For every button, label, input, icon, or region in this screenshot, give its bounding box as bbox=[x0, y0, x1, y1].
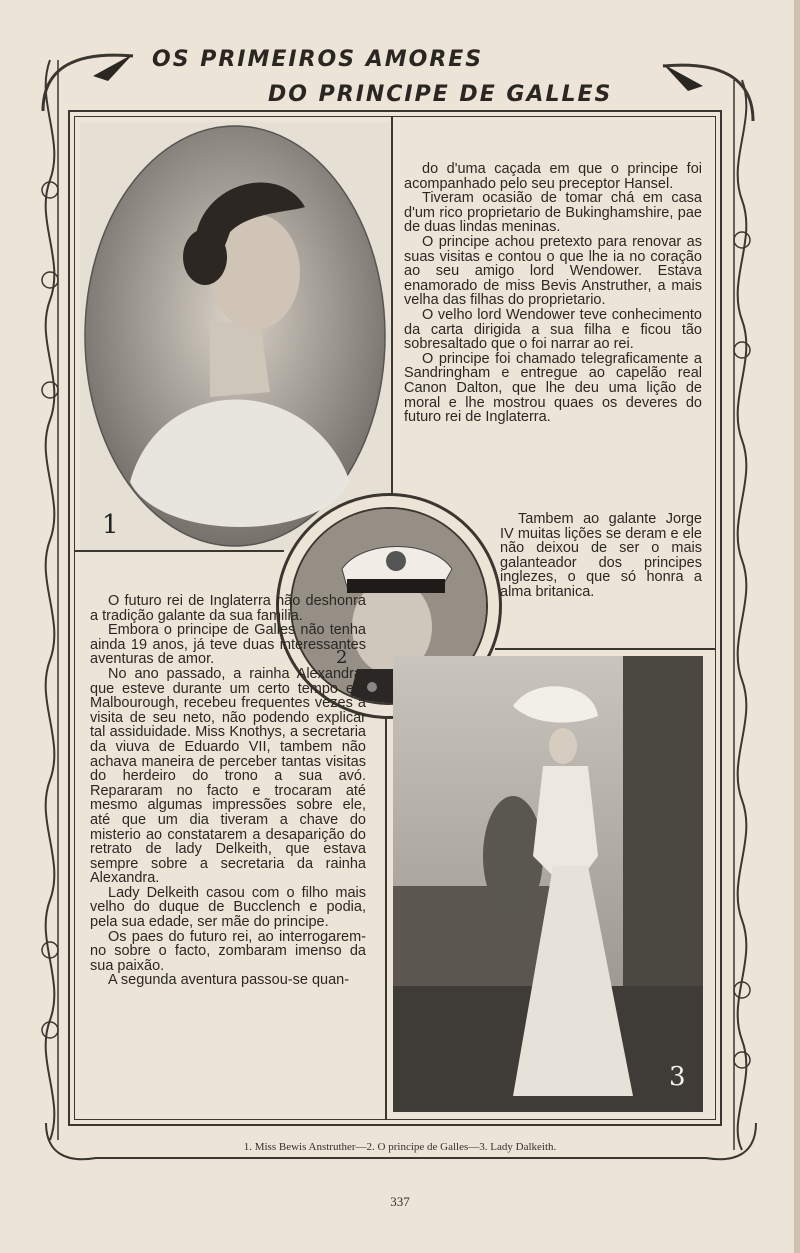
right-column-wrap-text bbox=[500, 512, 702, 600]
paragraph: Embora o principe de Galles não tenha ainda 19 anos, já teve duas interessantes aventuras de amor. bbox=[90, 622, 366, 668]
paragraph: O futuro rei de Inglaterra não deshonra a tradição galante da sua familia. bbox=[90, 593, 366, 624]
paragraph: O velho lord Wendower teve conhecimento da carta dirigida a sua filha e ficou tão sobresaltado que o foi narrar ao rei. bbox=[404, 306, 702, 353]
figure-number-3: 3 bbox=[669, 1062, 686, 1092]
right-column-text bbox=[404, 162, 702, 425]
photo-miss-bewis-anstruther bbox=[80, 122, 390, 550]
paragraph: O principe achou pretexto para renovar as suas visitas e contou o que lhe ia no coração ao seu amigo lord Wendower. Estava enamorado de miss Bevis Anstruther, a mais velha das filhas do proprietario. bbox=[404, 233, 702, 309]
row-divider-left bbox=[74, 550, 284, 552]
photo-lady-dalkeith bbox=[393, 656, 703, 1112]
figure-number-2: 2 bbox=[336, 647, 348, 668]
figure-caption: 1. Miss Bewis Anstruther—2. O principe de Galles—3. Lady Dalkeith. bbox=[243, 1141, 557, 1153]
paragraph: A segunda aventura passou-se quan- bbox=[108, 972, 350, 989]
page-title-line-2: DO PRINCIPE DE GALLES bbox=[268, 82, 613, 107]
figure-number-1: 1 bbox=[102, 510, 119, 540]
paragraph: No ano passado, a rainha Alexandra, que esteve durante um certo tempo em Malbourough, recebeu frequentes vezes a visita de seu neto, não podendo explicar tal assiduidade. Miss Knothys, a secretaria da viuva de Eduardo VII, tambem não achava maneira de perceber tantas visitas do herdeiro do trono a sua avó. Repararam no facto e trocaram até mesmo algumas impressões sobre ele, até que um dia tiveram a chave do misterio ao constatarem a desaparição do retrato de lady Delkeith, que estava sempre sobre a secretaria da rainha Alexandra. bbox=[90, 665, 366, 887]
paragraph: Tambem ao galante Jorge IV muitas lições se deram e ele não deixou de ser o mais galanteador dos principes inglezes, o que só honra a alma britanica. bbox=[500, 511, 702, 600]
corner-flourish-left-icon bbox=[38, 46, 138, 116]
portrait-lady-full-length-icon bbox=[393, 656, 703, 1112]
column-divider-bottom bbox=[385, 715, 387, 1120]
column-divider-top bbox=[391, 116, 393, 496]
paragraph: do d'uma caçada em que o principe foi acompanhado pelo seu preceptor Hansel. bbox=[404, 161, 702, 192]
paragraph: O principe foi chamado telegraficamente a Sandringham e entregue ao capelão real Canon Dalton, que lhe deu uma lição de moral e lhe mostrou quaes os deveres do futuro rei de Inglaterra. bbox=[404, 350, 702, 426]
row-divider-right bbox=[495, 648, 715, 650]
page-edge bbox=[794, 0, 800, 1253]
page-number: 337 bbox=[390, 1194, 410, 1209]
portrait-woman-oval-icon bbox=[80, 122, 390, 550]
decorative-border-right-icon bbox=[722, 60, 762, 1170]
paragraph: Lady Delkeith casou com o filho mais velho do duque de Bucclench e podia, pela sua edade, ser mãe do principe. bbox=[90, 884, 366, 931]
page-title-line-1: OS PRIMEIROS AMORES bbox=[152, 47, 484, 72]
decorative-border-left-icon bbox=[30, 40, 70, 1170]
left-column-text bbox=[90, 594, 366, 988]
paragraph: Tiveram ocasião de tomar chá em casa d'um rico proprietario de Bukinghamshire, pae de duas lindas meninas. bbox=[404, 190, 702, 236]
paragraph: Os paes do futuro rei, ao interrogarem-no sobre o facto, zombaram imenso da sua paixão. bbox=[90, 928, 366, 974]
